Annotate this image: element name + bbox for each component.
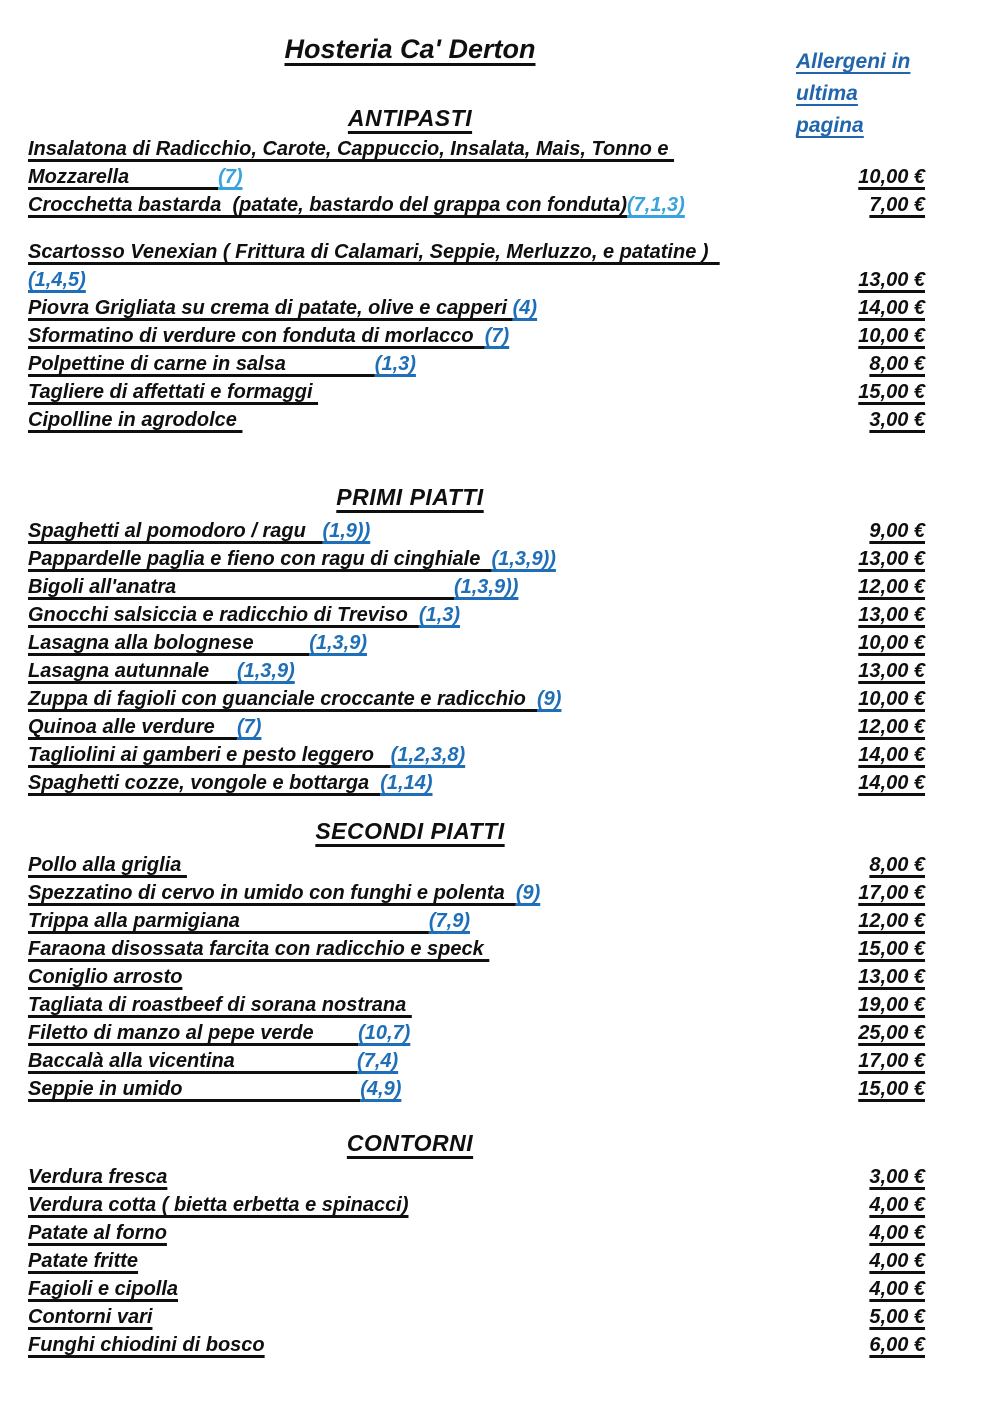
menu-item-row [28, 851, 925, 879]
item-name: Baccalà alla vicentina [28, 1050, 358, 1072]
item-price: 13,00 € [858, 660, 925, 682]
item-name: Filetto di manzo al pepe verde [28, 1022, 359, 1044]
menu-item-row [28, 350, 925, 378]
item-price: 14,00 € [858, 297, 925, 319]
section-title: CONTORNI [346, 1130, 474, 1156]
item-name: Scartosso Venexian ( Frittura di Calamari, Seppie, Merluzzo, e patatine ) [28, 241, 720, 263]
allergen-code[interactable]: (1,9)) [322, 520, 371, 542]
item-name: Spaghetti cozze, vongole e bottarga [28, 772, 381, 794]
allergen-code[interactable]: (7,1,3) [626, 194, 685, 216]
menu-body [28, 105, 925, 1359]
item-price: 13,00 € [858, 604, 925, 626]
item-price: 10,00 € [858, 166, 925, 188]
item-name: Patate al forno [28, 1222, 167, 1244]
item-price: 3,00 € [869, 409, 925, 431]
menu-item-row [28, 713, 925, 741]
item-price: 19,00 € [858, 994, 925, 1016]
menu-item-row [28, 1247, 925, 1275]
item-name: Trippa alla parmigiana [28, 910, 429, 932]
allergen-code[interactable]: (9) [537, 688, 562, 710]
item-name: Tagliata di roastbeef di sorana nostrana [28, 994, 412, 1016]
item-name: Spezzatino di cervo in umido con funghi e polenta [28, 882, 516, 904]
item-price: 8,00 € [869, 854, 925, 876]
menu-item-row [28, 1275, 925, 1303]
menu-item-row [28, 1303, 925, 1331]
section-title: ANTIPASTI [347, 105, 473, 131]
item-name: Cipolline in agrodolce [28, 409, 243, 431]
item-name: Tagliere di affettati e formaggi [28, 381, 319, 403]
menu-item-row [28, 991, 925, 1019]
menu-item-row [28, 406, 925, 434]
allergen-code[interactable]: (1,3,9)) [491, 548, 556, 570]
item-price: 13,00 € [858, 548, 925, 570]
menu-item-row [28, 378, 925, 406]
menu-item-row [28, 601, 925, 629]
menu-item-row [28, 294, 925, 322]
allergen-code[interactable]: (1,2,3,8) [390, 744, 466, 766]
allergen-note-link[interactable] [796, 46, 918, 142]
item-price: 6,00 € [869, 1334, 925, 1356]
item-price: 7,00 € [869, 194, 925, 216]
menu-item-row [28, 135, 925, 163]
item-price: 12,00 € [858, 910, 925, 932]
menu-item-row [28, 191, 925, 219]
menu-item-row [28, 685, 925, 713]
menu-item-row [28, 1075, 925, 1103]
item-price: 10,00 € [858, 325, 925, 347]
menu-item-row [28, 266, 925, 294]
menu-item-row [28, 545, 925, 573]
item-price: 25,00 € [858, 1022, 925, 1044]
menu-item-row [28, 935, 925, 963]
item-name: Fagioli e cipolla [28, 1278, 179, 1300]
item-name: Lasagna autunnale [28, 660, 237, 682]
allergen-code[interactable]: (1,14) [380, 772, 433, 794]
item-name: Pollo alla griglia [28, 854, 187, 876]
item-name: Contorni vari [28, 1306, 153, 1328]
allergen-code[interactable]: (9) [515, 882, 541, 904]
allergen-code[interactable]: (1,4,5) [28, 269, 86, 291]
item-price: 15,00 € [858, 1078, 925, 1100]
allergen-code[interactable]: (1,3,9) [236, 660, 295, 682]
allergen-code[interactable]: (4,9) [360, 1078, 402, 1100]
item-price: 14,00 € [858, 744, 925, 766]
item-price: 4,00 € [869, 1194, 925, 1216]
item-name: Funghi chiodini di bosco [28, 1334, 265, 1356]
item-name: Coniglio arrosto [28, 966, 183, 988]
menu-item-row [28, 1331, 925, 1359]
allergen-code[interactable]: (7) [484, 325, 510, 347]
item-price: 15,00 € [858, 381, 925, 403]
item-name: Piovra Grigliata su crema di patate, olive e capperi [28, 297, 513, 319]
menu-item-row [28, 741, 925, 769]
menu-item-row [28, 963, 925, 991]
item-name: Patate fritte [28, 1250, 139, 1272]
item-price: 12,00 € [858, 576, 925, 598]
menu-section [28, 484, 925, 797]
menu-item-row [28, 657, 925, 685]
item-price: 5,00 € [869, 1306, 925, 1328]
item-price: 8,00 € [869, 353, 925, 375]
menu-section [28, 105, 925, 434]
menu-item-row [28, 1191, 925, 1219]
item-price: 9,00 € [869, 520, 925, 542]
item-price: 13,00 € [858, 966, 925, 988]
item-name: Crocchetta bastarda (patate, bastardo del grappa con fonduta) [28, 194, 627, 216]
section-heading-row [28, 1130, 925, 1157]
allergen-code[interactable]: (10,7) [358, 1022, 411, 1044]
menu-item-row [28, 163, 925, 191]
allergen-note-line: pagina [796, 114, 864, 137]
allergen-code[interactable]: (7,9) [428, 910, 470, 932]
allergen-code[interactable]: (1,3) [374, 353, 416, 375]
item-name: Gnocchi salsiccia e radicchio di Treviso [28, 604, 419, 626]
item-name: Tagliolini ai gamberi e pesto leggero [28, 744, 391, 766]
section-heading-row [28, 818, 925, 845]
menu-item-row [28, 629, 925, 657]
item-name: Polpettine di carne in salsa [28, 353, 375, 375]
menu-section [28, 1130, 925, 1359]
allergen-note-line: ultima [796, 82, 858, 105]
menu-item-row [28, 322, 925, 350]
allergen-code[interactable]: (7) [236, 716, 262, 738]
item-name: Verdura cotta ( bietta erbetta e spinacci) [28, 1194, 409, 1216]
menu-item-row [28, 238, 925, 266]
allergen-code[interactable]: (1,3,9) [309, 632, 368, 654]
menu-item-row [28, 1163, 925, 1191]
item-name: Zuppa di fagioli con guanciale croccante e radicchio [28, 688, 538, 710]
item-name: Mozzarella [28, 166, 219, 188]
menu-item-row [28, 1219, 925, 1247]
item-price: 12,00 € [858, 716, 925, 738]
page-title: Hosteria Ca' Derton [284, 34, 536, 64]
header-row [28, 30, 925, 65]
allergen-code[interactable]: (7) [218, 166, 243, 188]
item-price: 15,00 € [858, 938, 925, 960]
item-name: Spaghetti al pomodoro / ragu [28, 520, 323, 542]
item-price: 13,00 € [858, 269, 925, 291]
menu-item-row [28, 769, 925, 797]
menu-item-row [28, 1047, 925, 1075]
item-name: Lasagna alla bolognese [28, 632, 310, 654]
item-price: 17,00 € [858, 1050, 925, 1072]
item-name: Pappardelle paglia e fieno con ragu di cinghiale [28, 548, 492, 570]
item-name: Bigoli all'anatra [28, 576, 454, 598]
item-price: 4,00 € [869, 1278, 925, 1300]
allergen-code[interactable]: (1,3,9)) [453, 576, 519, 598]
item-price: 10,00 € [858, 632, 925, 654]
item-price: 3,00 € [869, 1166, 925, 1188]
menu-item-row [28, 1019, 925, 1047]
menu-item-row [28, 517, 925, 545]
section-title: PRIMI PIATTI [336, 484, 484, 510]
allergen-note-line: Allergeni in [796, 50, 911, 73]
allergen-code[interactable]: (1,3) [418, 604, 461, 626]
allergen-code[interactable]: (7,4) [357, 1050, 399, 1072]
section-heading-row [28, 484, 925, 511]
item-name: Faraona disossata farcita con radicchio e speck [28, 938, 490, 960]
item-name: Insalatona di Radicchio, Carote, Cappuccio, Insalata, Mais, Tonno e [28, 138, 675, 160]
menu-section [28, 818, 925, 1103]
item-name: Sformatino di verdure con fonduta di morlacco [28, 325, 485, 347]
item-name: Verdura fresca [28, 1166, 168, 1188]
menu-item-row [28, 907, 925, 935]
item-name: Seppie in umido [28, 1078, 361, 1100]
menu-item-row [28, 573, 925, 601]
item-price: 4,00 € [869, 1250, 925, 1272]
item-name: Quinoa alle verdure [28, 716, 237, 738]
section-title: SECONDI PIATTI [315, 818, 505, 844]
item-price: 10,00 € [858, 688, 925, 710]
menu-item-row [28, 879, 925, 907]
item-price: 14,00 € [858, 772, 925, 794]
section-heading-row [28, 105, 925, 132]
allergen-code[interactable]: (4) [512, 297, 538, 319]
item-price: 4,00 € [869, 1222, 925, 1244]
item-price: 17,00 € [858, 882, 925, 904]
